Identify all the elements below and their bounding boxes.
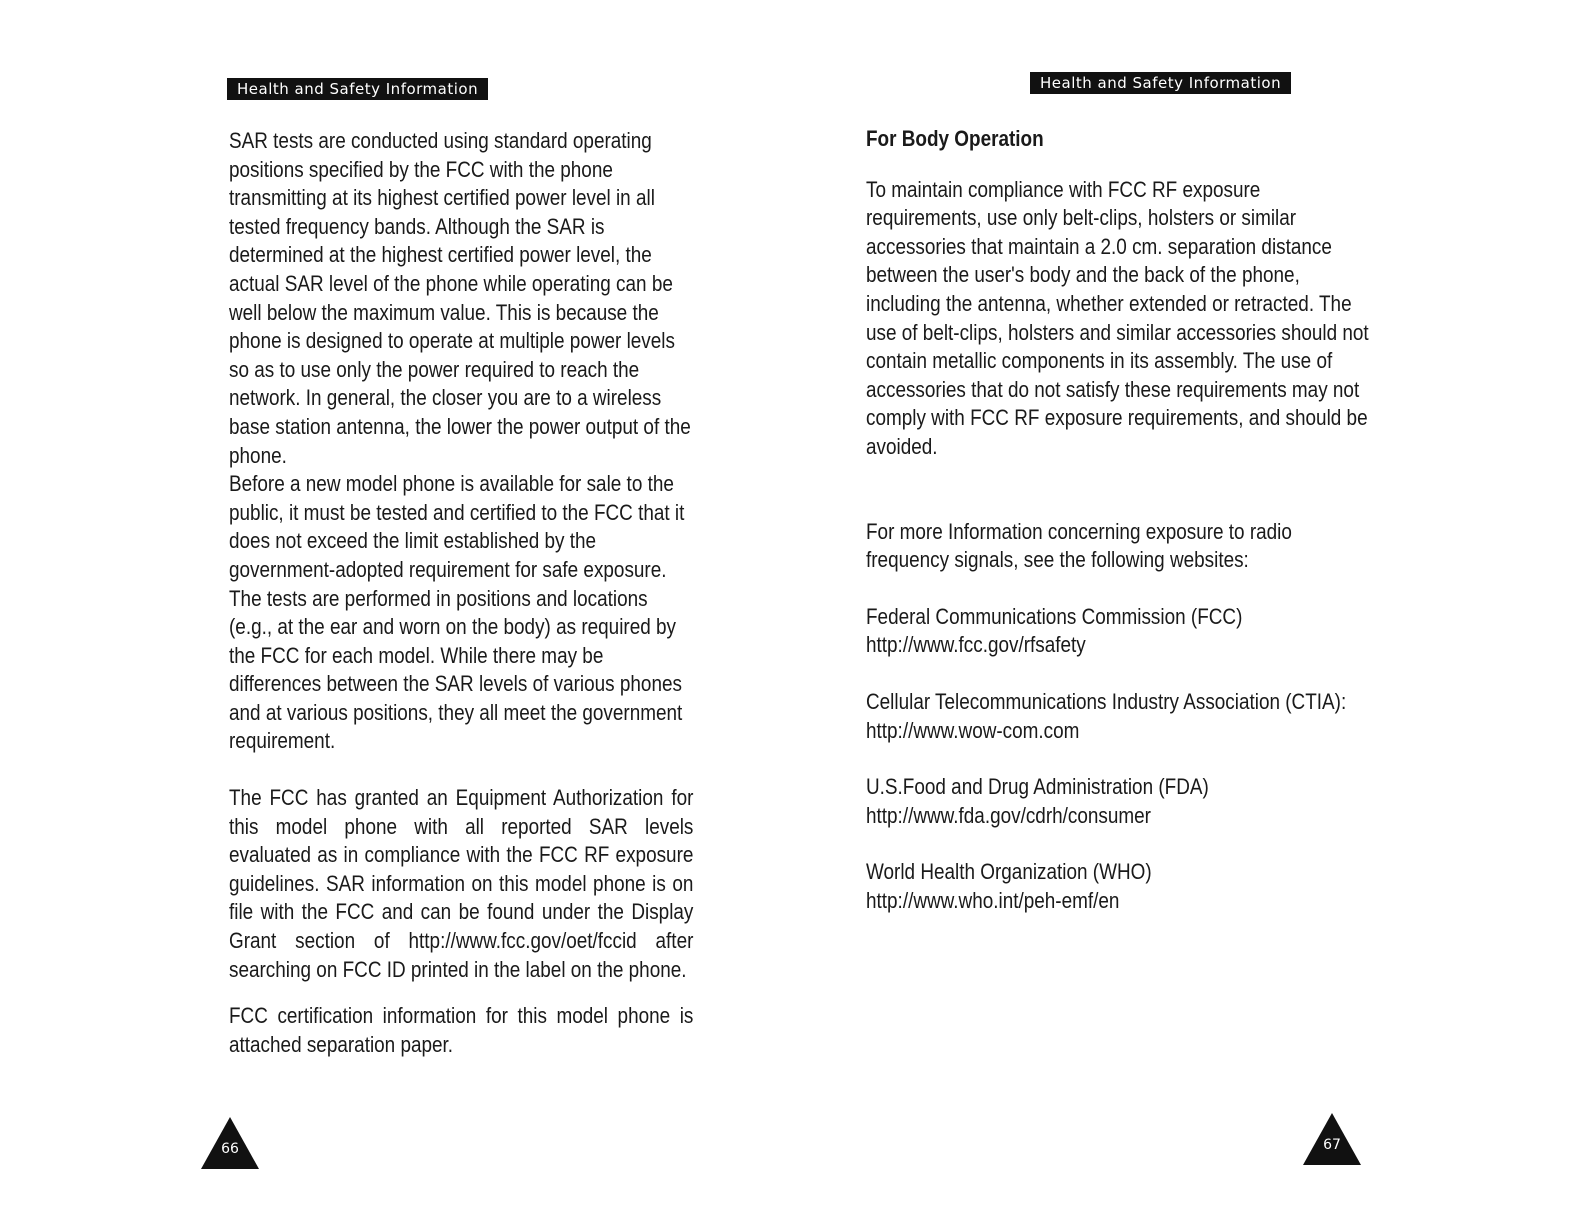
section-header-left: Health and Safety Information bbox=[227, 78, 488, 100]
website-entry-fda bbox=[866, 773, 1373, 830]
website-url: http://www.fcc.gov/rfsafety bbox=[866, 632, 1086, 658]
page-number-left: 66 bbox=[221, 1141, 239, 1157]
page-number-marker-left bbox=[201, 1117, 259, 1169]
paragraph-more-information: For more Information concerning exposure to radio frequency signals, see the following websites: bbox=[866, 518, 1292, 573]
website-url: http://www.fda.gov/cdrh/consumer bbox=[866, 802, 1151, 828]
website-name: World Health Organization (WHO) bbox=[866, 859, 1152, 885]
website-entry-fcc bbox=[866, 603, 1373, 660]
page-number-right: 67 bbox=[1323, 1137, 1341, 1153]
paragraph-sar-tests: SAR tests are conducted using standard operating positions specified by the FCC with the phone transmitting at its highest certified power level in all tested frequency bands. Although the SAR is determined at the highest certified power level, the actual SAR level of the phone while operating can be well below the maximum value. This is because the phone is designed to operate at multiple power levels so as to use only the power required to reach the network. In general, the closer you are to a wireless base station antenna, the lower the power output of the phone. bbox=[229, 128, 691, 468]
website-name: U.S.Food and Drug Administration (FDA) bbox=[866, 774, 1209, 800]
paragraph-before-sale: Before a new model phone is available for sale to the public, it must be tested and certified to the FCC that it does not exceed the limit established by the government-adopted requirement for safe exposure. The tests are performed in positions and locations (e.g., at the ear and worn on the body) as required by the FCC for each model. While there may be differences between the SAR levels of various phones and at various positions, they all meet the government requirement. bbox=[229, 471, 685, 754]
website-entry-who bbox=[866, 858, 1373, 915]
website-name: Cellular Telecommunications Industry Association (CTIA): bbox=[866, 688, 1347, 714]
website-url: http://www.who.int/peh-emf/en bbox=[866, 887, 1120, 913]
page-number-marker-right bbox=[1303, 1113, 1361, 1165]
left-page-body bbox=[229, 127, 693, 1059]
section-title-body-operation: For Body Operation bbox=[866, 126, 1044, 151]
paragraph-fcc-certification: FCC certification information for this model phone is attached separation paper. bbox=[229, 1003, 694, 1057]
paragraph-equipment-authorization: The FCC has granted an Equipment Authorization for this model phone with all reported SAR levels evaluated as in compliance with the FCC RF exposure guidelines. SAR information on this model phone is on file with the FCC and can be found under the Display Grant section of http://www.fcc.gov/oet/fccid after searching on FCC ID printed in the label on the phone. bbox=[229, 785, 694, 982]
paragraph-body-operation: To maintain compliance with FCC RF exposure requirements, use only belt-clips, holsters or similar accessories that maintain a 2.0 cm. separation distance between the user's body and the back of the phone, including the antenna, whether extended or retracted. The use of belt-clips, holsters and similar accessories should not contain metallic components in its assembly. The use of accessories that do not satisfy these requirements may not comply with FCC RF exposure requirements, and should be avoided. bbox=[866, 176, 1369, 459]
website-url: http://www.wow-com.com bbox=[866, 717, 1080, 743]
website-entry-ctia bbox=[866, 688, 1373, 745]
website-name: Federal Communications Commission (FCC) bbox=[866, 603, 1243, 629]
section-header-right: Health and Safety Information bbox=[1030, 72, 1291, 94]
right-page-body bbox=[866, 125, 1373, 915]
